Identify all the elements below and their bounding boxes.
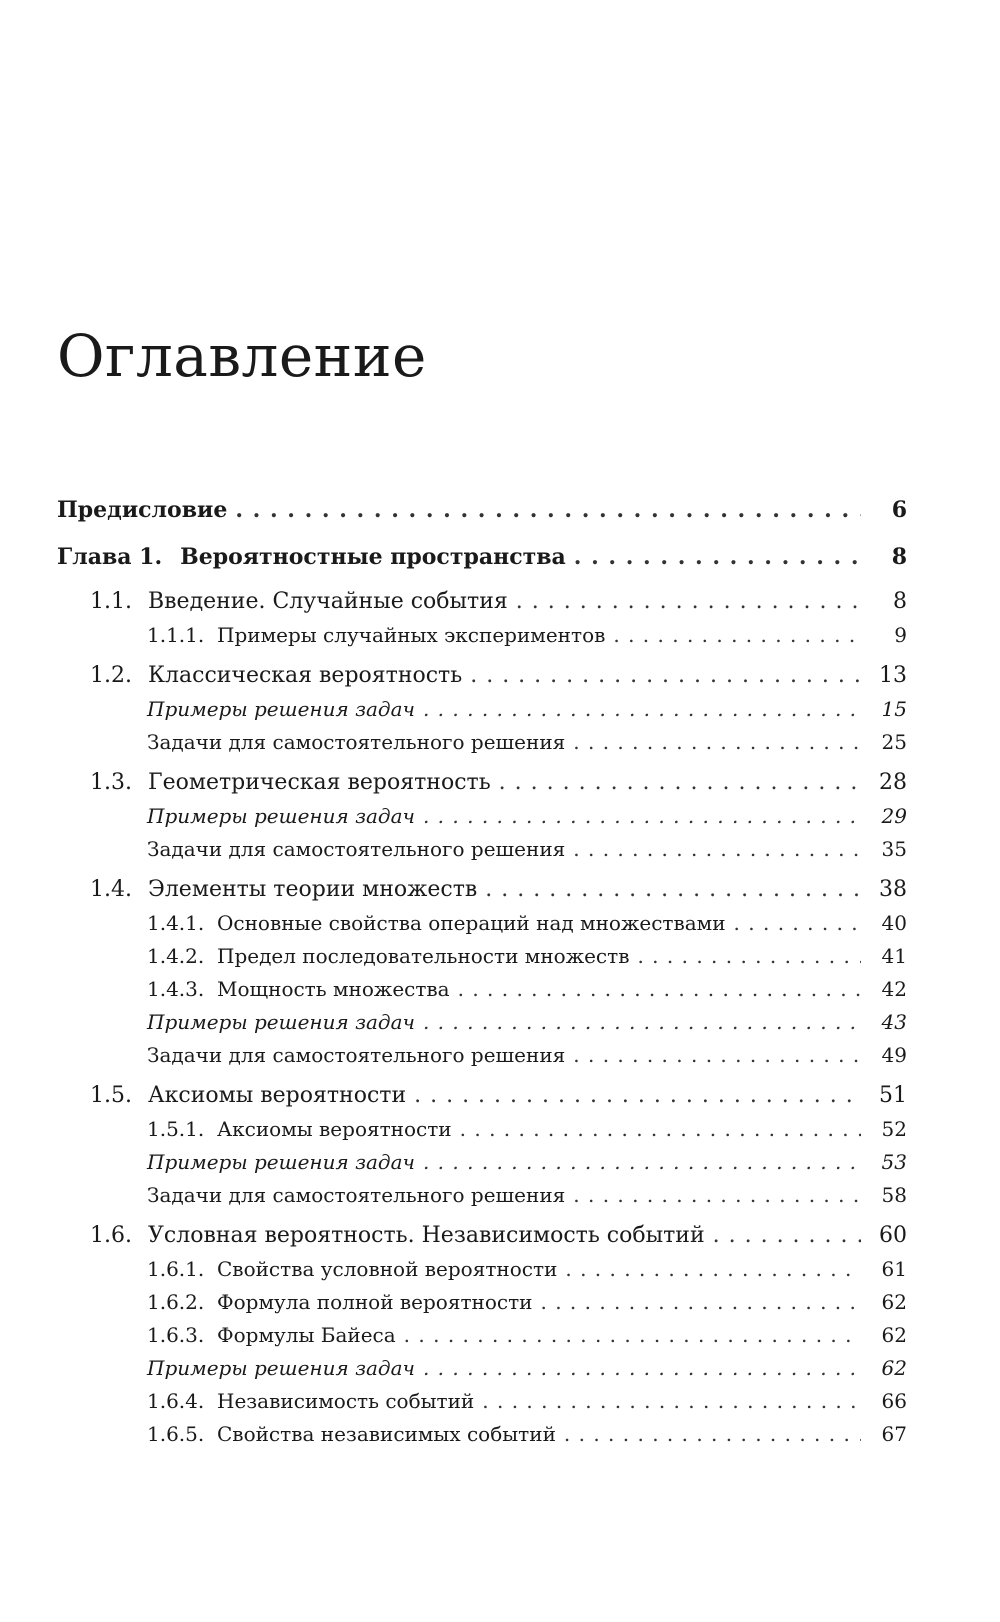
dot-leader bbox=[423, 1007, 861, 1037]
toc-entry-number: 1.3. bbox=[90, 770, 132, 795]
toc-entry-number: 1.4.3. bbox=[147, 977, 205, 1001]
dot-leader bbox=[573, 727, 861, 757]
toc-entry[interactable] bbox=[57, 908, 907, 938]
dot-leader bbox=[414, 1081, 861, 1111]
toc-entry-number: 1.2. bbox=[90, 663, 132, 688]
toc-entry-page-number: 6 bbox=[891, 497, 907, 523]
toc-entry-page-number: 62 bbox=[881, 1323, 907, 1347]
dot-leader bbox=[573, 1040, 861, 1070]
toc-entry-page-number: 25 bbox=[881, 730, 907, 754]
toc-entry[interactable] bbox=[57, 1419, 907, 1449]
dot-leader bbox=[564, 1419, 861, 1449]
toc-entry-page-number: 53 bbox=[881, 1150, 907, 1174]
toc-entry[interactable] bbox=[57, 768, 907, 798]
toc-entry-title: Задачи для самостоятельного решения bbox=[147, 730, 566, 754]
dot-leader bbox=[485, 875, 861, 905]
dot-leader bbox=[423, 1353, 861, 1383]
toc-entry-title: Задачи для самостоятельного решения bbox=[147, 1183, 566, 1207]
toc-entry-title: Свойства условной вероятности bbox=[217, 1257, 558, 1281]
toc-entry-title: Примеры решения задач bbox=[147, 1356, 415, 1380]
toc-entry[interactable] bbox=[57, 1040, 907, 1070]
dot-leader bbox=[482, 1386, 861, 1416]
toc-entry-title: Условная вероятность. Независимость событий bbox=[148, 1223, 705, 1248]
toc-entry-page-number: 42 bbox=[881, 977, 907, 1001]
dot-leader bbox=[423, 801, 861, 831]
toc-entry[interactable] bbox=[57, 587, 907, 617]
dot-leader bbox=[423, 1147, 861, 1177]
toc-entry-page-number: 29 bbox=[881, 804, 907, 828]
toc-entry[interactable] bbox=[57, 1320, 907, 1350]
toc-entry-title: Основные свойства операций над множествами bbox=[217, 911, 726, 935]
toc-entry-page-number: 51 bbox=[879, 1083, 907, 1108]
toc-entry[interactable] bbox=[57, 1386, 907, 1416]
toc-entry-number: 1.5.1. bbox=[147, 1117, 205, 1141]
toc-entry-title: Независимость событий bbox=[217, 1389, 475, 1413]
toc-entry-page-number: 15 bbox=[881, 697, 907, 721]
toc-entry-title: Элементы теории множеств bbox=[148, 877, 478, 902]
toc-entry-title: Введение. Случайные события bbox=[148, 589, 508, 614]
toc-entry-page-number: 66 bbox=[881, 1389, 907, 1413]
toc-entry-title: Мощность множества bbox=[217, 977, 450, 1001]
toc-entry-number: 1.1.1. bbox=[147, 623, 205, 647]
dot-leader bbox=[423, 694, 861, 724]
toc-entry-page-number: 28 bbox=[879, 770, 907, 795]
dot-leader bbox=[713, 1221, 861, 1251]
toc-entry-title: Примеры решения задач bbox=[147, 1010, 415, 1034]
dot-leader bbox=[499, 768, 861, 798]
toc-entry-page-number: 67 bbox=[881, 1422, 907, 1446]
toc-entry-number: 1.4.1. bbox=[147, 911, 205, 935]
toc-entry-title: Примеры решения задач bbox=[147, 697, 415, 721]
toc-entry-page-number: 13 bbox=[879, 663, 907, 688]
dot-leader bbox=[573, 834, 861, 864]
toc-entry-number: 1.6.2. bbox=[147, 1290, 205, 1314]
toc-entry-title: Примеры случайных экспериментов bbox=[217, 623, 606, 647]
toc-entry[interactable] bbox=[57, 801, 907, 831]
toc-entry[interactable] bbox=[57, 620, 907, 650]
toc-entry-number: 1.6.5. bbox=[147, 1422, 205, 1446]
toc-entry-page-number: 8 bbox=[891, 544, 907, 570]
toc-entry[interactable] bbox=[57, 1114, 907, 1144]
toc-entry[interactable] bbox=[57, 875, 907, 905]
toc-entry-title: Классическая вероятность bbox=[148, 663, 463, 688]
toc-entry-page-number: 58 bbox=[881, 1183, 907, 1207]
toc-entry-page-number: 40 bbox=[881, 911, 907, 935]
dot-leader bbox=[235, 495, 861, 525]
toc-entry-page-number: 61 bbox=[881, 1257, 907, 1281]
toc-entry[interactable] bbox=[57, 1287, 907, 1317]
toc-entry-page-number: 60 bbox=[879, 1223, 907, 1248]
toc-entry-number: 1.1. bbox=[90, 589, 132, 614]
page-title: Оглавление bbox=[57, 322, 427, 390]
toc-entry[interactable] bbox=[57, 661, 907, 691]
toc-entry-page-number: 52 bbox=[881, 1117, 907, 1141]
toc-entry-page-number: 8 bbox=[893, 589, 907, 614]
toc-entry-number: 1.6. bbox=[90, 1223, 132, 1248]
toc-entry[interactable] bbox=[57, 1081, 907, 1111]
toc-entry-title: Формулы Байеса bbox=[217, 1323, 396, 1347]
toc-entry-title: Аксиомы вероятности bbox=[217, 1117, 452, 1141]
dot-leader bbox=[470, 661, 861, 691]
toc-entry[interactable] bbox=[57, 495, 907, 525]
toc-entry-page-number: 9 bbox=[894, 623, 907, 647]
toc-entry-page-number: 62 bbox=[881, 1356, 907, 1380]
toc-entry-number: 1.4.2. bbox=[147, 944, 205, 968]
toc-entry-title: Задачи для самостоятельного решения bbox=[147, 1043, 566, 1067]
toc-entry[interactable] bbox=[57, 542, 907, 572]
toc-entry-title: Задачи для самостоятельного решения bbox=[147, 837, 566, 861]
toc-entry-number: 1.6.3. bbox=[147, 1323, 205, 1347]
toc-entry-page-number: 49 bbox=[881, 1043, 907, 1067]
toc-entry[interactable] bbox=[57, 1353, 907, 1383]
toc-entry-title: Аксиомы вероятности bbox=[148, 1083, 407, 1108]
toc-entry-title: Предел последовательности множеств bbox=[217, 944, 630, 968]
toc-entry[interactable] bbox=[57, 1007, 907, 1037]
toc-entry-page-number: 41 bbox=[881, 944, 907, 968]
toc-entry-title: Свойства независимых событий bbox=[217, 1422, 556, 1446]
toc-entry-title: Примеры решения задач bbox=[147, 804, 415, 828]
toc-entry-number: 1.6.4. bbox=[147, 1389, 205, 1413]
toc-entry[interactable] bbox=[57, 1180, 907, 1210]
toc-entry-title: Формула полной вероятности bbox=[217, 1290, 533, 1314]
toc-entry[interactable] bbox=[57, 694, 907, 724]
toc-entry-page-number: 62 bbox=[881, 1290, 907, 1314]
dot-leader bbox=[458, 974, 861, 1004]
toc-entry-number: Глава 1. bbox=[57, 544, 163, 570]
toc-entry-title: Предисловие bbox=[57, 497, 228, 523]
dot-leader bbox=[637, 941, 861, 971]
toc-entry[interactable] bbox=[57, 974, 907, 1004]
toc-entry-page-number: 35 bbox=[881, 837, 907, 861]
toc-entry[interactable] bbox=[57, 727, 907, 757]
dot-leader bbox=[540, 1287, 861, 1317]
dot-leader bbox=[574, 542, 861, 572]
dot-leader bbox=[613, 620, 861, 650]
dot-leader bbox=[573, 1180, 861, 1210]
toc-entry[interactable] bbox=[57, 1254, 907, 1284]
toc-entry-page-number: 43 bbox=[881, 1010, 907, 1034]
toc-entry-title: Примеры решения задач bbox=[147, 1150, 415, 1174]
toc-entry[interactable] bbox=[57, 941, 907, 971]
dot-leader bbox=[734, 908, 861, 938]
dot-leader bbox=[516, 587, 861, 617]
toc-entry[interactable] bbox=[57, 1221, 907, 1251]
toc-entry-title: Геометрическая вероятность bbox=[148, 770, 491, 795]
toc-entry[interactable] bbox=[57, 1147, 907, 1177]
dot-leader bbox=[460, 1114, 861, 1144]
toc-entry-title: Вероятностные пространства bbox=[180, 544, 566, 570]
toc-entry-number: 1.5. bbox=[90, 1083, 132, 1108]
dot-leader bbox=[565, 1254, 861, 1284]
toc-entry[interactable] bbox=[57, 834, 907, 864]
toc-entry-page-number: 38 bbox=[879, 877, 907, 902]
toc-entry-number: 1.4. bbox=[90, 877, 132, 902]
dot-leader bbox=[404, 1320, 861, 1350]
toc-entry-number: 1.6.1. bbox=[147, 1257, 205, 1281]
